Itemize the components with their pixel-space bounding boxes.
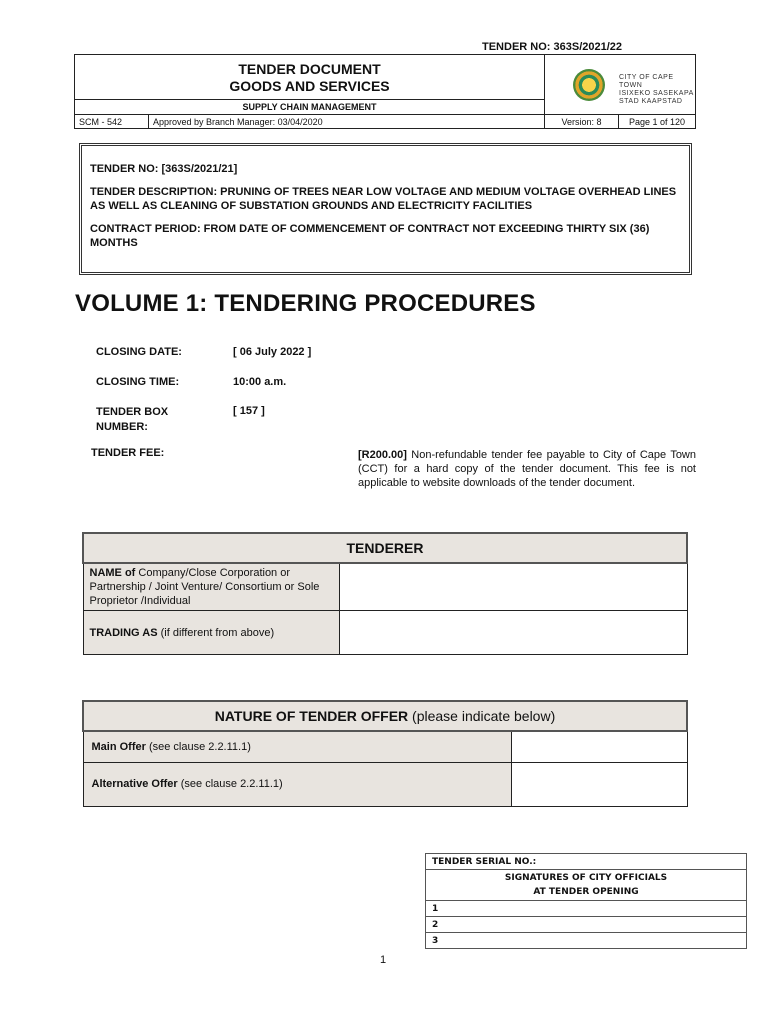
- offer-heading-rest: (please indicate below): [408, 708, 556, 724]
- signatures-heading: [426, 870, 747, 901]
- serial-table: [425, 853, 747, 949]
- signatures-heading-line-1: SIGNATURES OF CITY OFFICIALS: [504, 873, 668, 883]
- logo-line-1: CITY OF CAPE TOWN: [619, 74, 674, 89]
- tenderer-heading: TENDERER: [83, 533, 687, 563]
- approval-info: Approved by Branch Manager: 03/04/2020: [149, 115, 545, 129]
- offer-heading: [83, 701, 687, 731]
- header-tender-number: TENDER NO: 363S/2021/22: [482, 41, 623, 53]
- alternative-offer-field[interactable]: [512, 762, 687, 806]
- header-title: [75, 55, 545, 99]
- document-header: [74, 54, 696, 129]
- tender-fee-amount: [R200.00]: [358, 449, 407, 461]
- closing-time-value: 10:00 a.m.: [233, 376, 287, 388]
- city-emblem-icon: [573, 69, 605, 101]
- company-name-field[interactable]: [339, 563, 687, 611]
- tender-number: TENDER NO: [363S/2021/21]: [90, 163, 238, 175]
- tender-fee-label: TENDER FEE:: [91, 447, 165, 459]
- main-offer-label-bold: Main Offer: [91, 740, 146, 753]
- trading-as-label-bold: TRADING AS: [89, 626, 158, 639]
- version-info: Version: 8: [545, 115, 619, 129]
- city-logo: [545, 55, 695, 114]
- closing-date-value: [ 06 July 2022 ]: [233, 346, 312, 358]
- trading-as-label: [83, 611, 339, 655]
- offer-heading-bold: NATURE OF TENDER OFFER: [214, 708, 409, 724]
- tender-box-label-line-1: TENDER BOX: [96, 406, 169, 418]
- tender-description: TENDER DESCRIPTION: PRUNING OF TREES NEAR LOW VOLTAGE AND MEDIUM VOLTAGE OVERHEAD LINES AS WELL AS CLEANING OF SUBSTATION GROUNDS AND ELECTRICITY FACILITIES: [90, 186, 677, 212]
- company-name-label-bold: NAME of: [89, 567, 136, 579]
- title-line-2: GOODS AND SERVICES: [229, 78, 390, 94]
- signature-row-1[interactable]: 1: [426, 901, 747, 917]
- logo-line-2: ISIXEKO SASEKAPA: [619, 90, 694, 97]
- main-offer-label: [83, 731, 512, 762]
- title-line-1: TENDER DOCUMENT: [238, 61, 381, 77]
- signature-row-2[interactable]: 2: [426, 917, 747, 933]
- header-subtitle: SUPPLY CHAIN MANAGEMENT: [75, 99, 545, 114]
- company-name-label: [83, 563, 339, 611]
- main-offer-field[interactable]: [512, 731, 687, 762]
- logo-line-3: STAD KAAPSTAD: [619, 98, 683, 105]
- tender-info-box: [79, 143, 692, 275]
- alternative-offer-label-rest: (see clause 2.2.11.1): [177, 778, 283, 790]
- alternative-offer-label-bold: Alternative Offer: [91, 778, 178, 790]
- trading-as-field[interactable]: [339, 611, 687, 655]
- volume-title: VOLUME 1: TENDERING PROCEDURES: [75, 290, 536, 317]
- signatures-heading-line-2: AT TENDER OPENING: [533, 887, 639, 897]
- tender-box-label-line-2: NUMBER:: [96, 421, 148, 433]
- signature-row-3[interactable]: 3: [426, 933, 747, 949]
- tender-fee-description: Non-refundable tender fee payable to City of Cape Town (CCT) for a hard copy of the tender document. This fee is not applicable to website downloads of the tender document.: [358, 449, 696, 489]
- closing-time-label: CLOSING TIME:: [96, 376, 180, 388]
- alternative-offer-label: [83, 762, 512, 806]
- page-info: Page 1 of 120: [628, 117, 686, 127]
- tender-offer-table: [82, 700, 688, 807]
- tender-box-label: [96, 405, 168, 435]
- header-meta-row: [75, 114, 695, 129]
- page-number: 1: [380, 954, 387, 966]
- tenderer-table: [82, 532, 688, 655]
- form-code: SCM - 542: [75, 115, 149, 129]
- trading-as-label-rest: (if different from above): [157, 626, 275, 639]
- main-offer-label-rest: (see clause 2.2.11.1): [145, 740, 251, 753]
- logo-text: [619, 74, 695, 106]
- tender-box-value: [ 157 ]: [233, 405, 265, 417]
- company-name-label-rest: Company/Close Corporation or Partnership / Joint Venture/ Consortium or Sole Proprietor /Individual: [89, 567, 320, 607]
- closing-date-label: CLOSING DATE:: [96, 346, 182, 358]
- serial-title: TENDER SERIAL NO.:: [426, 854, 747, 870]
- contract-period: CONTRACT PERIOD: FROM DATE OF COMMENCEMENT OF CONTRACT NOT EXCEEDING THIRTY SIX (36) MONTHS: [90, 223, 650, 249]
- tender-fee-text: [358, 448, 696, 490]
